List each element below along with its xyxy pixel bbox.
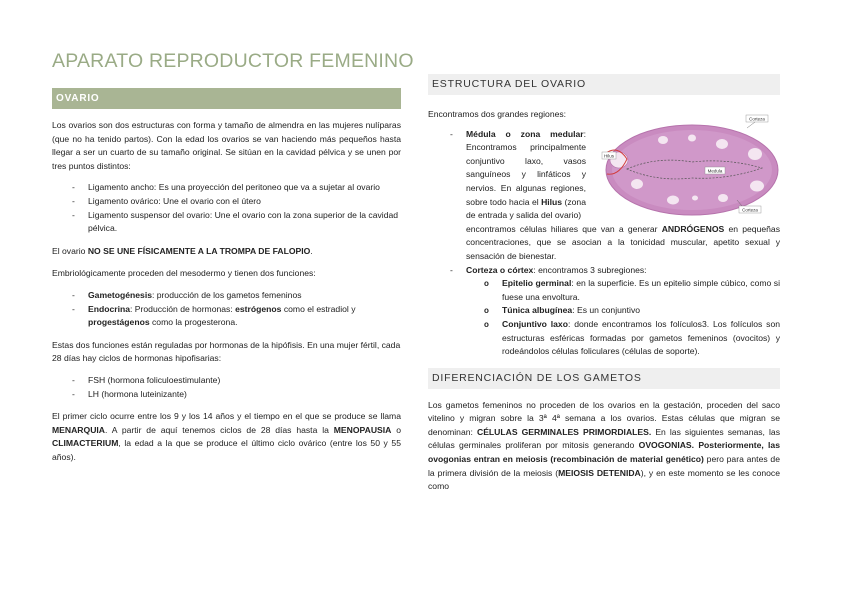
- function-text: : Producción de hormonas:: [130, 303, 236, 314]
- text: : Encontramos principalmente conjuntivo laxo, vasos sanguíneos y linfáticos y nervios. En algunas regiones, sobre todo hacia el: [466, 128, 586, 207]
- list-item: - Ligamento ancho: Es una proyección del peritoneo que va a sujetar al ovario: [72, 181, 401, 195]
- text: (zona de entrada y salida del ovario): [466, 196, 586, 221]
- estructura-intro: Encontramos dos grandes regiones:: [428, 109, 567, 119]
- note-bold: NO SE UNE FÍSICAMENTE A LA TROMPA DE FALOPIO: [87, 245, 311, 256]
- term: MENARQUIA: [52, 424, 105, 435]
- list-item: [484, 304, 780, 318]
- ovario-intro: Los ovarios son dos estructuras con forma y tamaño de almendra en las mujeres nulíparas (que no ha tenido partos). Con la edad los ovarios se van haciendo más pequeños hasta llegar a ser un cuarto de su tamaño original. Se sitúan en la cavidad pélvica y se unen por tres puntos distintos:: [52, 120, 401, 171]
- function-name: Gametogénesis: [88, 289, 152, 300]
- list-item: [484, 318, 780, 359]
- term: Médula o zona medular: [466, 128, 584, 139]
- term: CÉLULAS GERMINALES PRIMORDIALES.: [476, 426, 652, 437]
- term: Corteza o córtex: [466, 264, 534, 275]
- medula-bottom: [466, 223, 780, 264]
- ovario-note: [52, 245, 401, 259]
- hormone-name: estrógenos: [235, 303, 282, 314]
- hormone-name: progestágenos: [88, 317, 150, 328]
- section-header-diferenciacion: DIFERENCIACIÓN DE LOS GAMETOS: [428, 368, 780, 389]
- function-text: como el estradiol y: [281, 303, 356, 314]
- note-prefix: El ovario: [52, 245, 88, 256]
- list-item: [484, 277, 780, 304]
- subregions-list: [466, 277, 780, 359]
- list-item: [450, 264, 780, 359]
- text: o: [391, 424, 401, 435]
- hormones-list: [52, 374, 401, 401]
- term: Túnica albugínea: [502, 305, 573, 316]
- embryo-text: Embriológicamente proceden del mesodermo y tienen dos funciones:: [52, 268, 316, 279]
- term: ANDRÓGENOS: [661, 223, 725, 234]
- functions-list: [52, 289, 401, 330]
- label-medula: Medula: [707, 168, 723, 174]
- cycle-paragraph: [52, 410, 401, 464]
- list-item: - Ligamento suspensor del ovario: Une el ovario con la zona superior de la cavidad pélvica.: [72, 209, 401, 236]
- text: : en la superficie. Es un epitelio simple cúbico, como si fuese una envoltura.: [502, 278, 780, 302]
- list-item: - LH (hormona luteinizante): [72, 388, 401, 402]
- term: CLIMACTERIUM: [52, 438, 119, 449]
- left-column: [52, 88, 401, 464]
- label-corteza-bottom: Corteza: [742, 207, 758, 213]
- text: en pequeñas concentraciones, que se asocian a la tonicidad muscular, apetito sexual y sensación de bienestar.: [466, 223, 780, 261]
- section-header-estructura: ESTRUCTURA DEL OVARIO: [428, 74, 780, 95]
- text: ), y en este momento se les conoce como: [428, 467, 780, 492]
- text: : donde encontramos los folículos3. Los folículos son estructuras esféricas formadas por gametos femeninos (ovocitos) y rodeándolos células foliculares (células de soporte).: [502, 318, 781, 357]
- ligaments-list: [52, 181, 401, 235]
- function-text: : producción de los gametos femeninos: [152, 289, 302, 300]
- text: El primer ciclo ocurre entre los 9 y los 14 años y el tiempo en el que se produce se llama: [52, 411, 401, 422]
- list-item: [72, 289, 401, 303]
- page-title: APARATO REPRODUCTOR FEMENINO: [52, 50, 414, 72]
- text: Los gametos femeninos no proceden de los ovarios en la gestación, proceden del saco vitelino y migran sobre la 3ª 4ª semana a los ovarios. Estas células que migran se denominan:: [428, 399, 780, 437]
- list-item: [72, 303, 401, 330]
- ovary-histology-image: [597, 114, 782, 222]
- gametos-paragraph: [428, 399, 780, 494]
- text: : encontramos 3 subregiones:: [533, 264, 647, 275]
- term: OVOGONIAS. Posteriormente, las ovogonias entran en meiosis (recombinación de material genético): [428, 440, 780, 465]
- list-item: - Ligamento ovárico: Une el ovario con el útero: [72, 195, 401, 209]
- list-item: - FSH (hormona foliculoestimulante): [72, 374, 401, 388]
- label-hilus: Hilus: [603, 153, 615, 159]
- term: Hilus: [541, 196, 563, 207]
- function-name: Endocrina: [88, 303, 131, 314]
- hormones-intro: Estas dos funciones están reguladas por hormonas de la hipófisis. En una mujer fértil, cada 28 días hay ciclos de hormonas hipofisarias:: [52, 339, 401, 364]
- note-suffix: .: [310, 245, 313, 256]
- text: En las siguientes semanas, las células germinales proliferan por mitosis generando: [428, 426, 780, 451]
- text: , la edad a la que se produce el último ciclo ovárico (entre los 50 y 55 años).: [52, 438, 401, 462]
- term: MEIOSIS DETENIDA: [558, 467, 641, 478]
- function-text: como la progesterona.: [149, 317, 238, 328]
- term: Epitelio germinal: [502, 278, 572, 289]
- text: : Es un conjuntivo: [572, 305, 641, 316]
- text: encontramos células hiliares que van a generar: [466, 223, 662, 234]
- section-header-ovario: OVARIO: [52, 88, 401, 109]
- label-corteza-top: Corteza: [749, 116, 765, 122]
- term: MENOPAUSIA: [333, 424, 392, 435]
- term: Conjuntivo laxo: [502, 318, 568, 329]
- text: . A partir de aquí tenemos ciclos de 28 días hasta la: [105, 424, 334, 435]
- text: pero para antes de la primera división de la meiosis (: [428, 454, 780, 478]
- medula-top: [466, 128, 586, 223]
